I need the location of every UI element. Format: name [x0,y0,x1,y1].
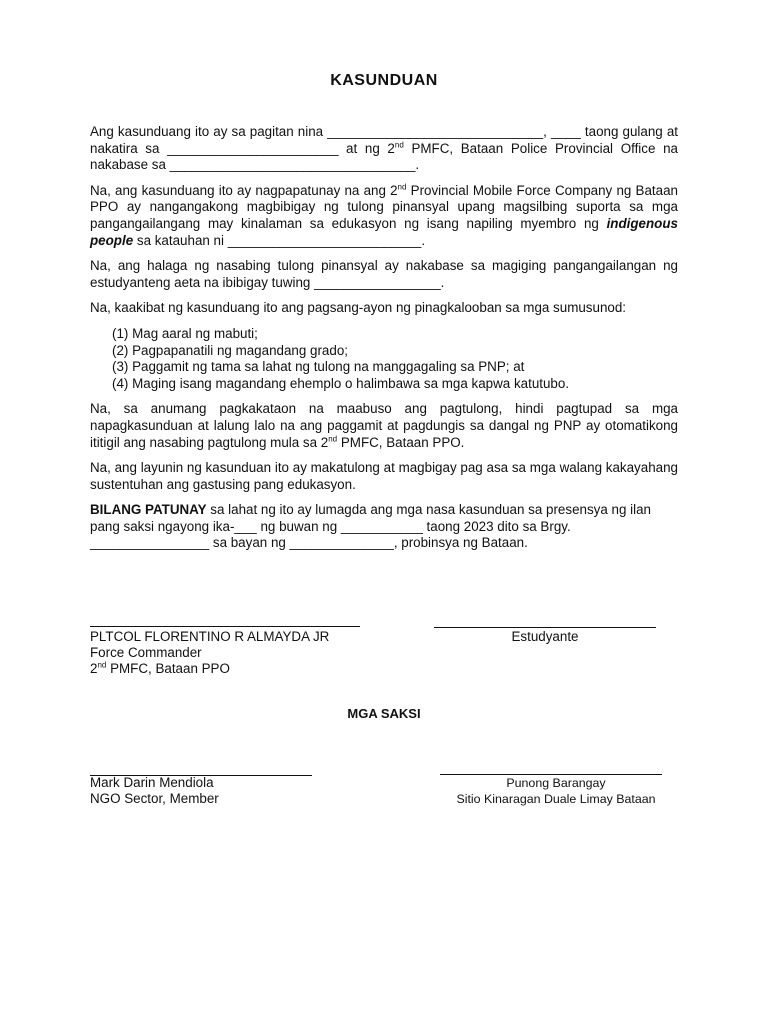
commander-unit: 2nd PMFC, Bataan PPO [90,660,230,676]
witness-right-block [425,775,687,807]
commander-signature-block [90,629,390,677]
witness-right-title: Punong Barangay [506,776,606,790]
paragraph-amount: Na, ang halaga ng nasabing tulong pinansyal ay nakabase sa magiging pangangailangan ng estudyanteng aeta na ibibigay tuwing _________________. [90,258,678,290]
document-title: KASUNDUAN [330,72,438,89]
agreement-body [90,124,678,561]
witness-right-location: Sitio Kinaragan Duale Limay Bataan [456,792,656,806]
student-label: Estudyante [511,629,579,644]
list-item: (2) Pagpapanatili ng magandang grado; [112,342,348,358]
list-item: (1) Mag aaral ng mabuti; [112,325,258,341]
commander-position: Force Commander [90,645,202,660]
witness-left-role: NGO Sector, Member [90,791,219,806]
paragraph-termination: Na, sa anumang pagkakataon na maabuso ang pagtulong, hindi pagtupad sa mga napagkasunduan at lalung lalo na ang paggamit at pagdungis sa dangal ng PNP ay otomatikong ititigil ang nasabing pagtulong mula sa 2nd PMFC, Bataan PPO. [90,401,678,450]
paragraph-attestation: BILANG PATUNAY sa lahat ng ito ay lumagda ang mga nasa kasunduan sa presensya ng ilan pang saksi ngayong ika-___ ng buwan ng ___________ taong 2023 dito sa Brgy. ________________ sa bayan ng ______________, probinsya ng Bataan. [90,502,651,551]
list-item: (3) Paggamit ng tama sa lahat ng tulong na manggagaling sa PNP; at [112,359,525,375]
student-signature-line [434,627,656,628]
paragraph-commitment: Na, ang kasunduang ito ay nagpapatunay na ang 2nd Provincial Mobile Force Company ng Bataan PPO ay nangangakong magbibigay ng tulong pinansyal upang magsilbing suporta sa mga pangangailangang may kinalaman sa edukasyon ng isang napiling myembro ng indigenous people sa katauhan ni __________________________. [90,182,678,248]
commander-name: PLTCOL FLORENTINO R ALMAYDA JR [90,629,330,644]
paragraph-parties: Ang kasunduang ito ay sa pagitan nina _____________________________, ____ taong gulang at nakatira sa _______________________ at ng 2nd PMFC, Bataan Police Provincial Office na nakabase sa _________________________________. [90,124,678,173]
emphasis-indigenous-people: indigenous people [90,215,678,248]
list-item: (4) Maging isang magandang ehemplo o halimbawa sa mga kapwa katutubo. [112,375,570,391]
witnesses-heading: MGA SAKSI [347,706,421,721]
paragraph-purpose: Na, ang layunin ng kasunduan ito ay makatulong at magbigay pag asa sa mga walang kakayahang sustentuhan ang gastusing pang edukasyon. [90,460,678,492]
paragraph-conditions-intro: Na, kaakibat ng kasunduang ito ang pagsang-ayon ng pinagkalooban sa mga sumusunod: [90,300,627,316]
conditions-list [90,326,678,392]
witness-left-name: Mark Darin Mendiola [90,775,214,790]
witness-left-block [90,775,350,807]
commander-signature-line [90,626,360,627]
